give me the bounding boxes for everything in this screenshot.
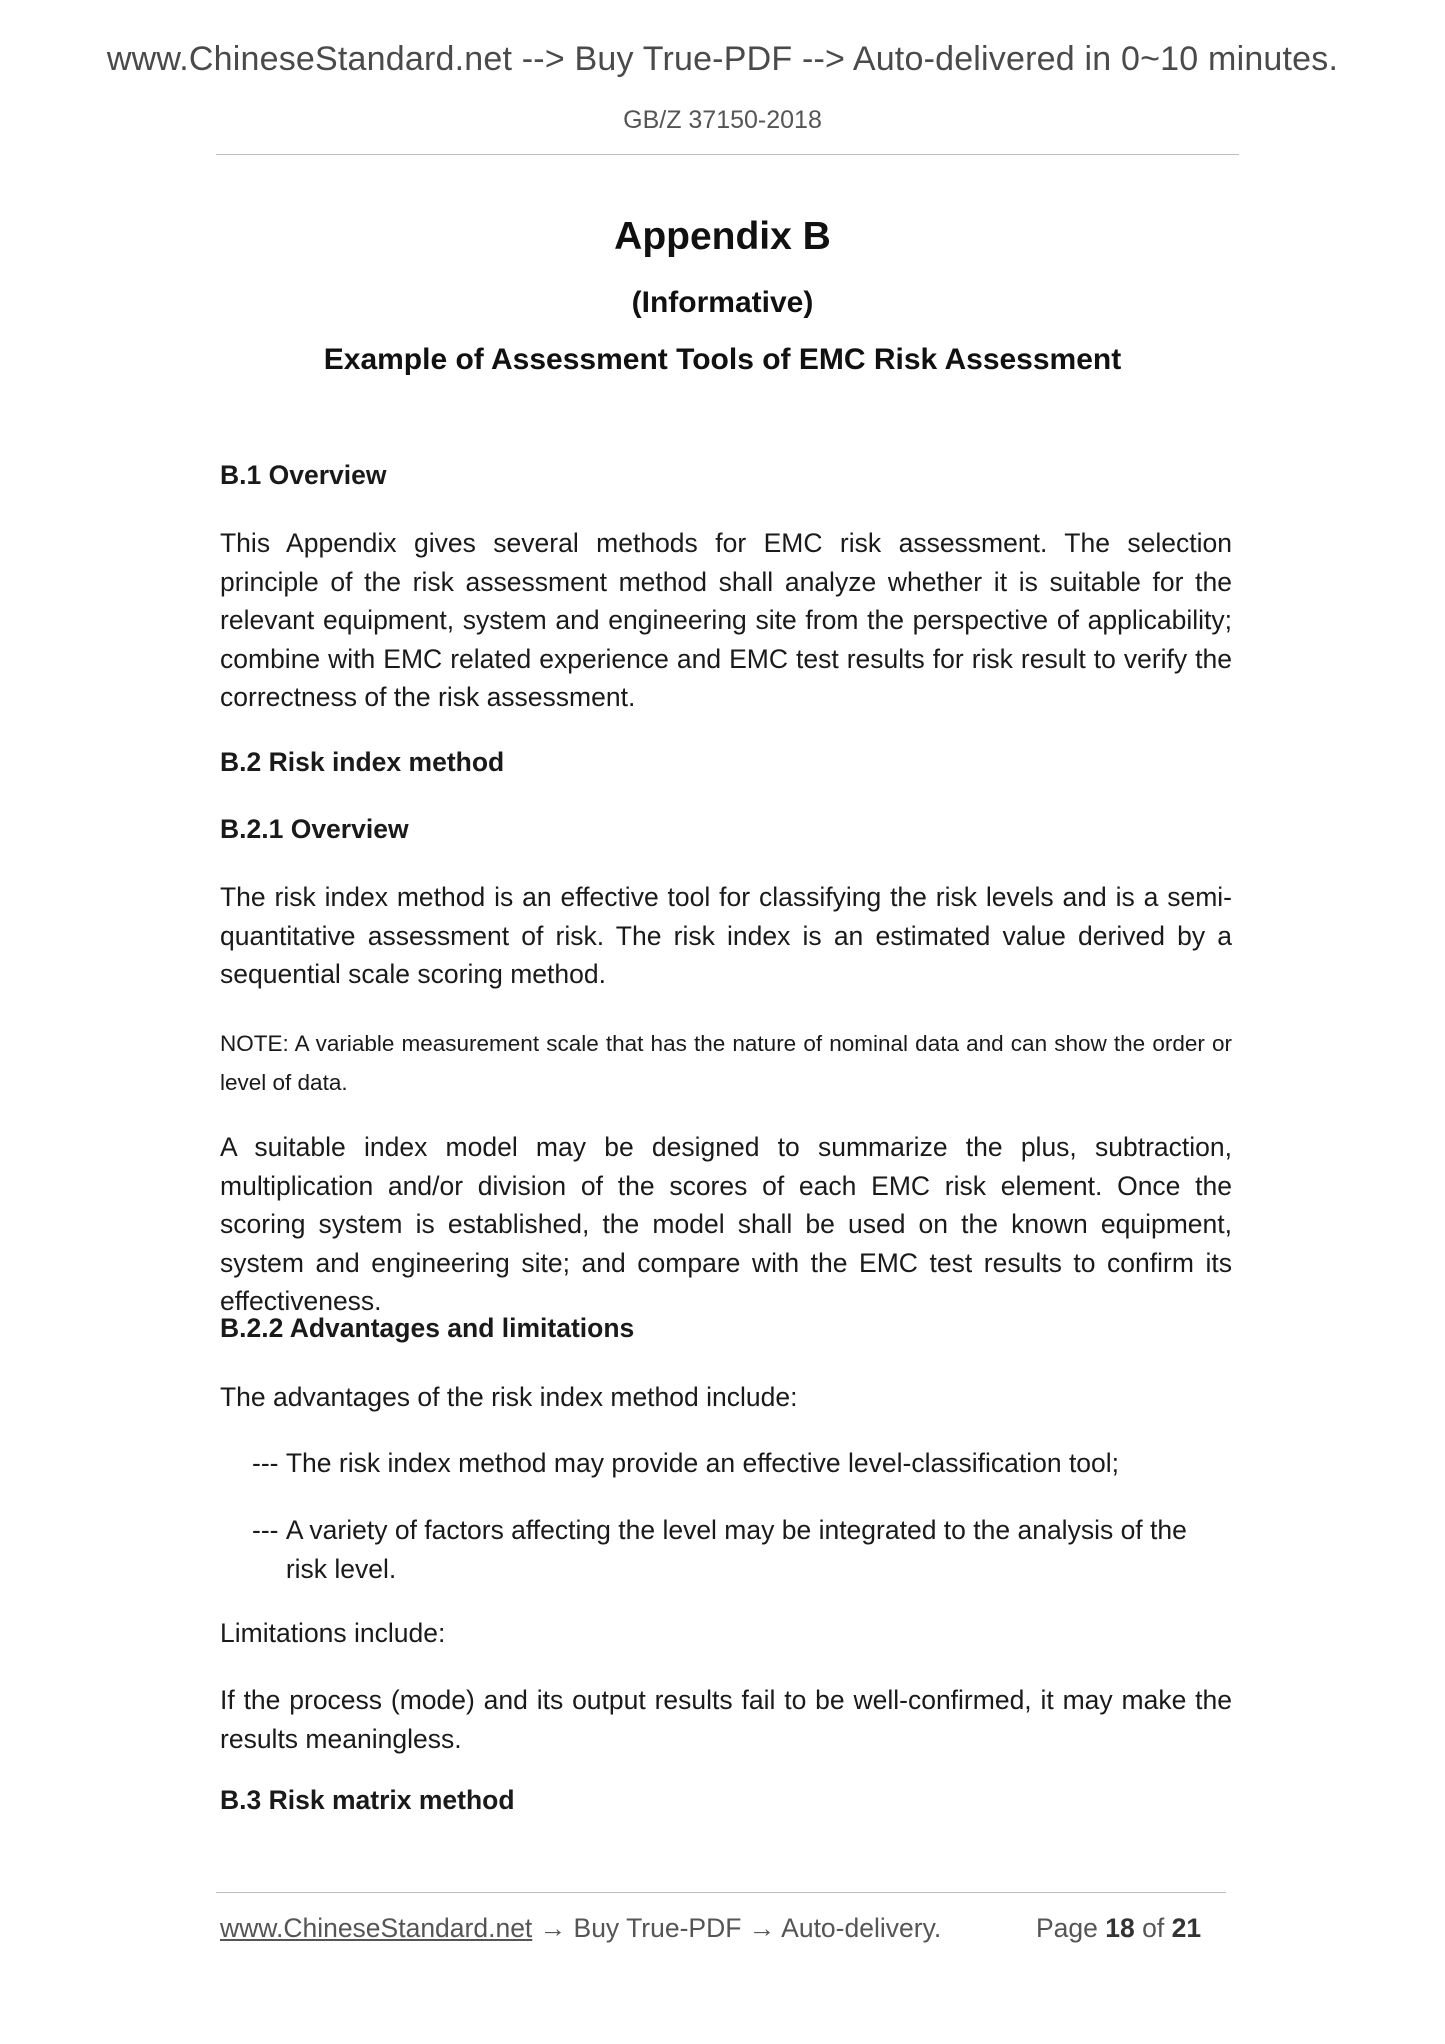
- list-item: [252, 1444, 1232, 1483]
- paragraph-limitations: If the process (mode) and its output results fail to be well-confirmed, it may make the results meaningless.: [220, 1685, 1232, 1754]
- page-label: Page: [1036, 1913, 1098, 1943]
- section-heading-b2: B.2 Risk index method: [220, 747, 505, 777]
- page-indicator: [1036, 1913, 1201, 1944]
- note-b21: NOTE: A variable measurement scale that has the nature of nominal data and can show the order or level of data.: [220, 1031, 1232, 1095]
- header-divider: [216, 154, 1239, 155]
- footer-divider: [216, 1892, 1226, 1893]
- section-heading-b22: B.2.2 Advantages and limitations: [220, 1313, 635, 1343]
- list-item-text: A variety of factors affecting the level may be integrated to the analysis of the risk level.: [285, 1515, 1187, 1584]
- bullet-marker: ---: [252, 1448, 286, 1478]
- list-item: [252, 1511, 1232, 1588]
- header-banner: www.ChineseStandard.net --> Buy True-PDF --> Auto-delivered in 0~10 minutes.: [106, 40, 1339, 78]
- of-label: of: [1142, 1913, 1165, 1943]
- footer-link[interactable]: www.ChineseStandard.net: [220, 1913, 533, 1943]
- bullet-marker: ---: [252, 1515, 286, 1545]
- section-heading-b3: B.3 Risk matrix method: [220, 1785, 515, 1815]
- paragraph-b22-intro: The advantages of the risk index method include:: [220, 1382, 798, 1412]
- paragraph-b21-1: The risk index method is an effective tool for classifying the risk levels and is a semi-quantitative assessment of risk. The risk index is an estimated value derived by a sequential scale scoring method.: [220, 882, 1232, 989]
- page-number: 18: [1105, 1913, 1135, 1943]
- appendix-type: (Informative): [631, 286, 814, 319]
- page-total: 21: [1171, 1913, 1202, 1943]
- appendix-title: Appendix B: [614, 215, 831, 258]
- paragraph-b21-2: A suitable index model may be designed to summarize the plus, subtraction, multiplication and/or division of the scores of each EMC risk element. Once the scoring system is established, the model shall be used on the known equipment, system and engineering site; and compare with the EMC test results to confirm its effectiveness.: [220, 1132, 1232, 1316]
- paragraph-limitations-intro: Limitations include:: [220, 1618, 446, 1648]
- section-heading-b1: B.1 Overview: [220, 460, 387, 490]
- paragraph-b1: This Appendix gives several methods for EMC risk assessment. The selection principle of the risk assessment method shall analyze whether it is suitable for the relevant equipment, system and engineering site from the perspective of applicability; combine with EMC related experience and EMC test results for risk result to verify the correctness of the risk assessment.: [220, 528, 1232, 712]
- appendix-heading: Example of Assessment Tools of EMC Risk Assessment: [323, 343, 1122, 376]
- document-id: GB/Z 37150-2018: [623, 106, 822, 134]
- section-heading-b21: B.2.1 Overview: [220, 814, 409, 844]
- list-item-text: The risk index method may provide an effective level-classification tool;: [285, 1448, 1120, 1478]
- footer-text: → Buy True-PDF → Auto-delivery.: [532, 1913, 942, 1943]
- footer-left: [220, 1913, 941, 1944]
